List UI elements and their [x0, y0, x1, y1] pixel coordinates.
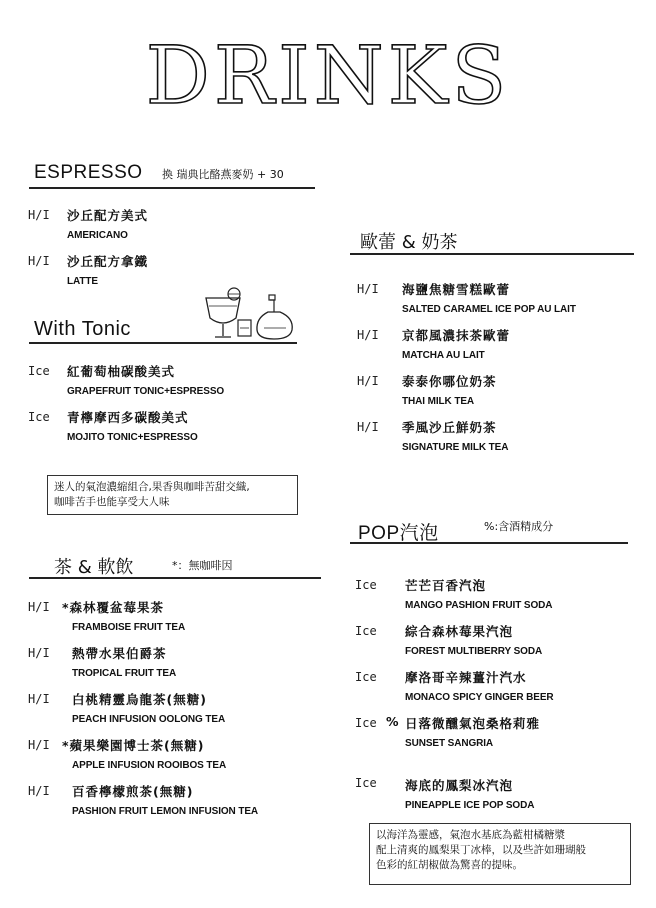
- item-name-zh: 京都風濃抹茶歐蕾: [402, 328, 511, 343]
- item-name-zh: 日落微醺氣泡桑格莉雅: [405, 716, 541, 731]
- description-line: 迷人的氣泡濃縮組合,果香與咖啡苦甜交織,: [54, 481, 250, 493]
- cocktail-glasses-icon: [200, 284, 300, 344]
- item-tag: Ice: [28, 364, 50, 378]
- item-name-zh: 泰泰你哪位奶茶: [402, 374, 497, 389]
- item-name-en: SALTED CARAMEL ICE POP AU LAIT: [402, 304, 576, 315]
- item-name-en: MONACO SPICY GINGER BEER: [405, 692, 554, 703]
- item-name-zh: 芒芒百香汽泡: [405, 578, 487, 593]
- alcohol-mark: %: [386, 714, 400, 729]
- pop-description-box: [369, 823, 631, 885]
- item-name-zh: 海鹽焦糖雪糕歐蕾: [402, 282, 511, 297]
- item-tag: Ice: [355, 776, 377, 790]
- item-tag: H/I: [357, 328, 379, 342]
- item-tag: H/I: [28, 784, 50, 798]
- item-tag: Ice: [355, 578, 377, 592]
- item-name-en: MOJITO TONIC+ESPRESSO: [67, 432, 198, 443]
- item-name-en: LATTE: [67, 276, 98, 287]
- item-name-en: GRAPEFRUIT TONIC+ESPRESSO: [67, 386, 225, 397]
- item-tag: H/I: [357, 420, 379, 434]
- item-name-en: PINEAPPLE ICE POP SODA: [405, 800, 535, 811]
- item-name-zh: 百香檸檬煎茶(無糖): [72, 784, 194, 799]
- item-tag: H/I: [28, 600, 50, 614]
- pop-note: %:含酒精成分: [484, 520, 554, 533]
- item-name-zh: 白桃精靈烏龍茶(無糖): [72, 692, 207, 707]
- espresso-heading: ESPRESSO: [34, 162, 143, 183]
- description-line: 配上清爽的鳳梨果丁冰棒，以及些許如珊瑚般: [376, 844, 586, 856]
- item-name-zh: 熱帶水果伯爵茶: [72, 646, 167, 661]
- item-name-zh: *森林覆盆莓果茶: [62, 600, 165, 615]
- item-tag: H/I: [28, 208, 50, 222]
- item-tag: H/I: [28, 254, 50, 268]
- item-name-zh: 青檸摩西多碳酸美式: [67, 410, 189, 425]
- tonic-heading: With Tonic: [34, 318, 131, 340]
- item-name-en: PASHION FRUIT LEMON INFUSION TEA: [72, 806, 259, 817]
- tonic-rule: [29, 342, 297, 344]
- item-name-en: MATCHA AU LAIT: [402, 350, 485, 361]
- pop-heading: POP汽泡: [358, 523, 439, 544]
- item-name-zh: 海底的鳳梨冰汽泡: [405, 778, 514, 793]
- item-name-zh: 綜合森林莓果汽泡: [405, 624, 514, 639]
- item-name-en: TROPICAL FRUIT TEA: [72, 668, 177, 679]
- item-tag: Ice: [355, 716, 377, 730]
- item-name-zh: 摩洛哥辛辣薑汁汽水: [405, 670, 527, 685]
- item-name-en: PEACH INFUSION OOLONG TEA: [72, 714, 226, 725]
- aulait-heading: 歐蕾 & 奶茶: [360, 232, 458, 253]
- item-tag: Ice: [355, 624, 377, 638]
- item-name-en: MANGO PASHION FRUIT SODA: [405, 600, 553, 611]
- item-name-en: AMERICANO: [67, 230, 128, 241]
- tea-note: *：無咖啡因: [172, 559, 233, 572]
- description-line: 咖啡苦手也能享受大人味: [54, 496, 170, 508]
- item-name-zh: 沙丘配方美式: [67, 208, 149, 223]
- item-tag: Ice: [28, 410, 50, 424]
- item-tag: H/I: [357, 282, 379, 296]
- description-line: 色彩的紅胡椒做為驚喜的提味。: [376, 859, 523, 871]
- item-tag: H/I: [28, 692, 50, 706]
- item-name-en: APPLE INFUSION ROOIBOS TEA: [72, 760, 227, 771]
- item-name-en: SIGNATURE MILK TEA: [402, 442, 509, 453]
- item-tag: H/I: [357, 374, 379, 388]
- item-name-zh: 紅葡萄柚碳酸美式: [67, 364, 176, 379]
- item-tag: Ice: [355, 670, 377, 684]
- espresso-rule: [29, 187, 315, 189]
- tea-heading: 茶 & 軟飲: [54, 557, 134, 578]
- item-name-zh: 沙丘配方拿鐵: [67, 254, 149, 269]
- item-tag: H/I: [28, 646, 50, 660]
- item-name-en: FOREST MULTIBERRY SODA: [405, 646, 543, 657]
- item-name-en: FRAMBOISE FRUIT TEA: [72, 622, 186, 633]
- item-name-en: THAI MILK TEA: [402, 396, 475, 407]
- item-tag: H/I: [28, 738, 50, 752]
- item-name-zh: 季風沙丘鮮奶茶: [402, 420, 497, 435]
- espresso-note: 換 瑞典比酪燕麥奶 + 30: [162, 168, 284, 181]
- description-line: 以海洋為靈感，氣泡水基底為藍柑橘糖漿: [376, 829, 565, 841]
- tonic-description-box: [47, 475, 298, 515]
- item-name-en: SUNSET SANGRIA: [405, 738, 494, 749]
- tea-rule: [29, 577, 321, 579]
- aulait-rule: [350, 253, 634, 255]
- pop-rule: [350, 542, 628, 544]
- item-name-zh: *蘋果樂園博士茶(無糖): [62, 738, 205, 753]
- page-title: DRINKS: [145, 29, 511, 122]
